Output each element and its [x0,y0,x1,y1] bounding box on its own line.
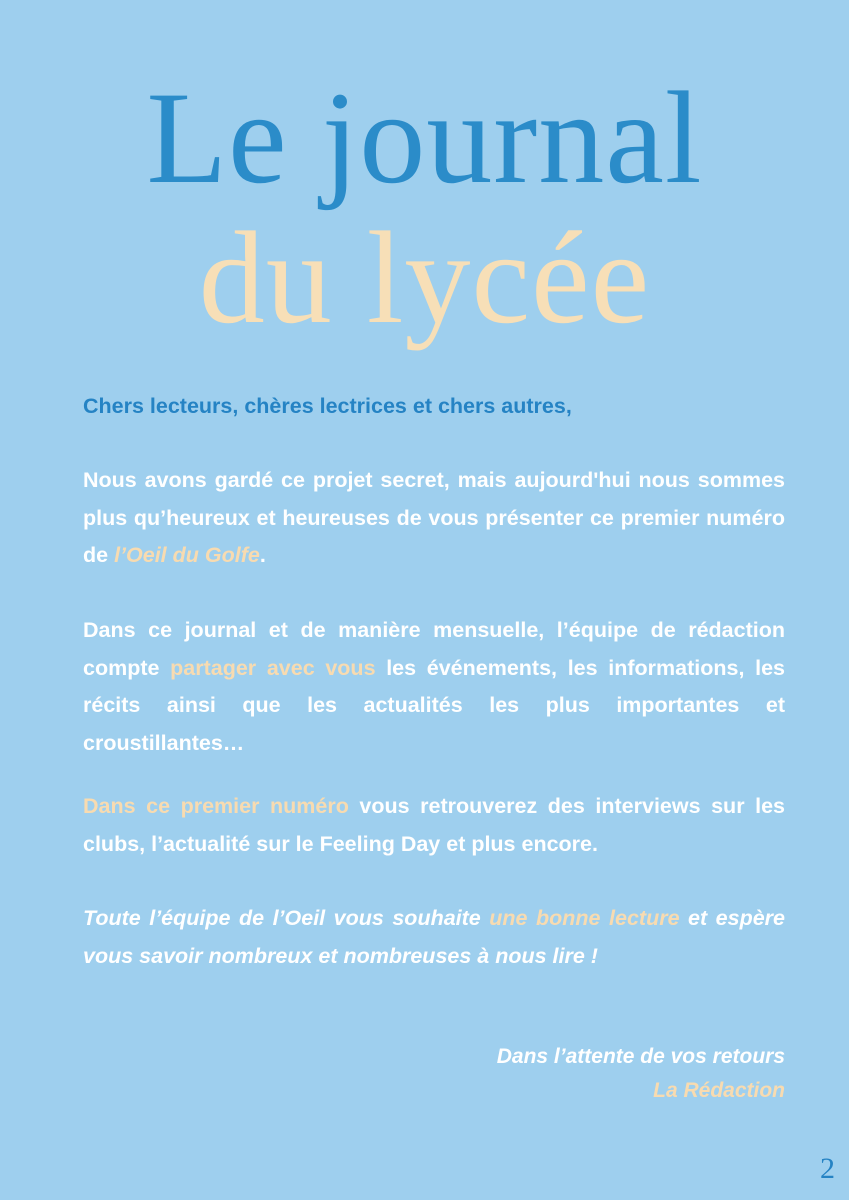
signature-name: La Rédaction [653,1079,785,1102]
title-line-1: Le journal [146,64,703,211]
journal-name-highlight: l’Oeil du Golfe [114,543,260,567]
paragraph-intro-text: Nous avons gardé ce projet secret, mais aujourd'hui nous sommes plus qu’heureux et heureuses de vous présenter ce premier numéro de [83,468,785,567]
paragraph-contents-text: vous retrouverez des interviews sur les clubs, l’actualité sur le Feeling Day et plus encore. [83,794,785,856]
paragraph-contents [83,788,785,863]
paragraph-purpose-text-b: les événements, les informations, les récits ainsi que les actualités les plus importantes et croustillantes… [83,655,785,755]
first-issue-highlight: Dans ce premier numéro [83,794,349,818]
signature-line: Dans l’attente de vos retours [496,1045,785,1068]
paragraph-intro-end: . [259,543,266,567]
title-line-2: du lycée [198,204,651,351]
share-highlight: partager avec vous [170,655,376,680]
page-number: 2 [820,1152,835,1185]
paragraph-closing [83,900,785,975]
paragraph-closing-text-b: et espère vous savoir nombreux et nombreuses à nous lire ! [83,906,785,968]
signature-block [497,1040,785,1108]
paragraph-intro [83,462,785,575]
greeting: Chers lecteurs, chères lectrices et chers autres, [83,394,572,418]
paragraph-closing-text-a: Toute l’équipe de l’Oeil vous souhaite [83,906,490,930]
paragraph-purpose [83,612,785,762]
paragraph-purpose-text-a: Dans ce journal et de manière mensuelle, l’équipe de rédaction compte [83,618,785,680]
good-reading-highlight: une bonne lecture [489,906,680,930]
